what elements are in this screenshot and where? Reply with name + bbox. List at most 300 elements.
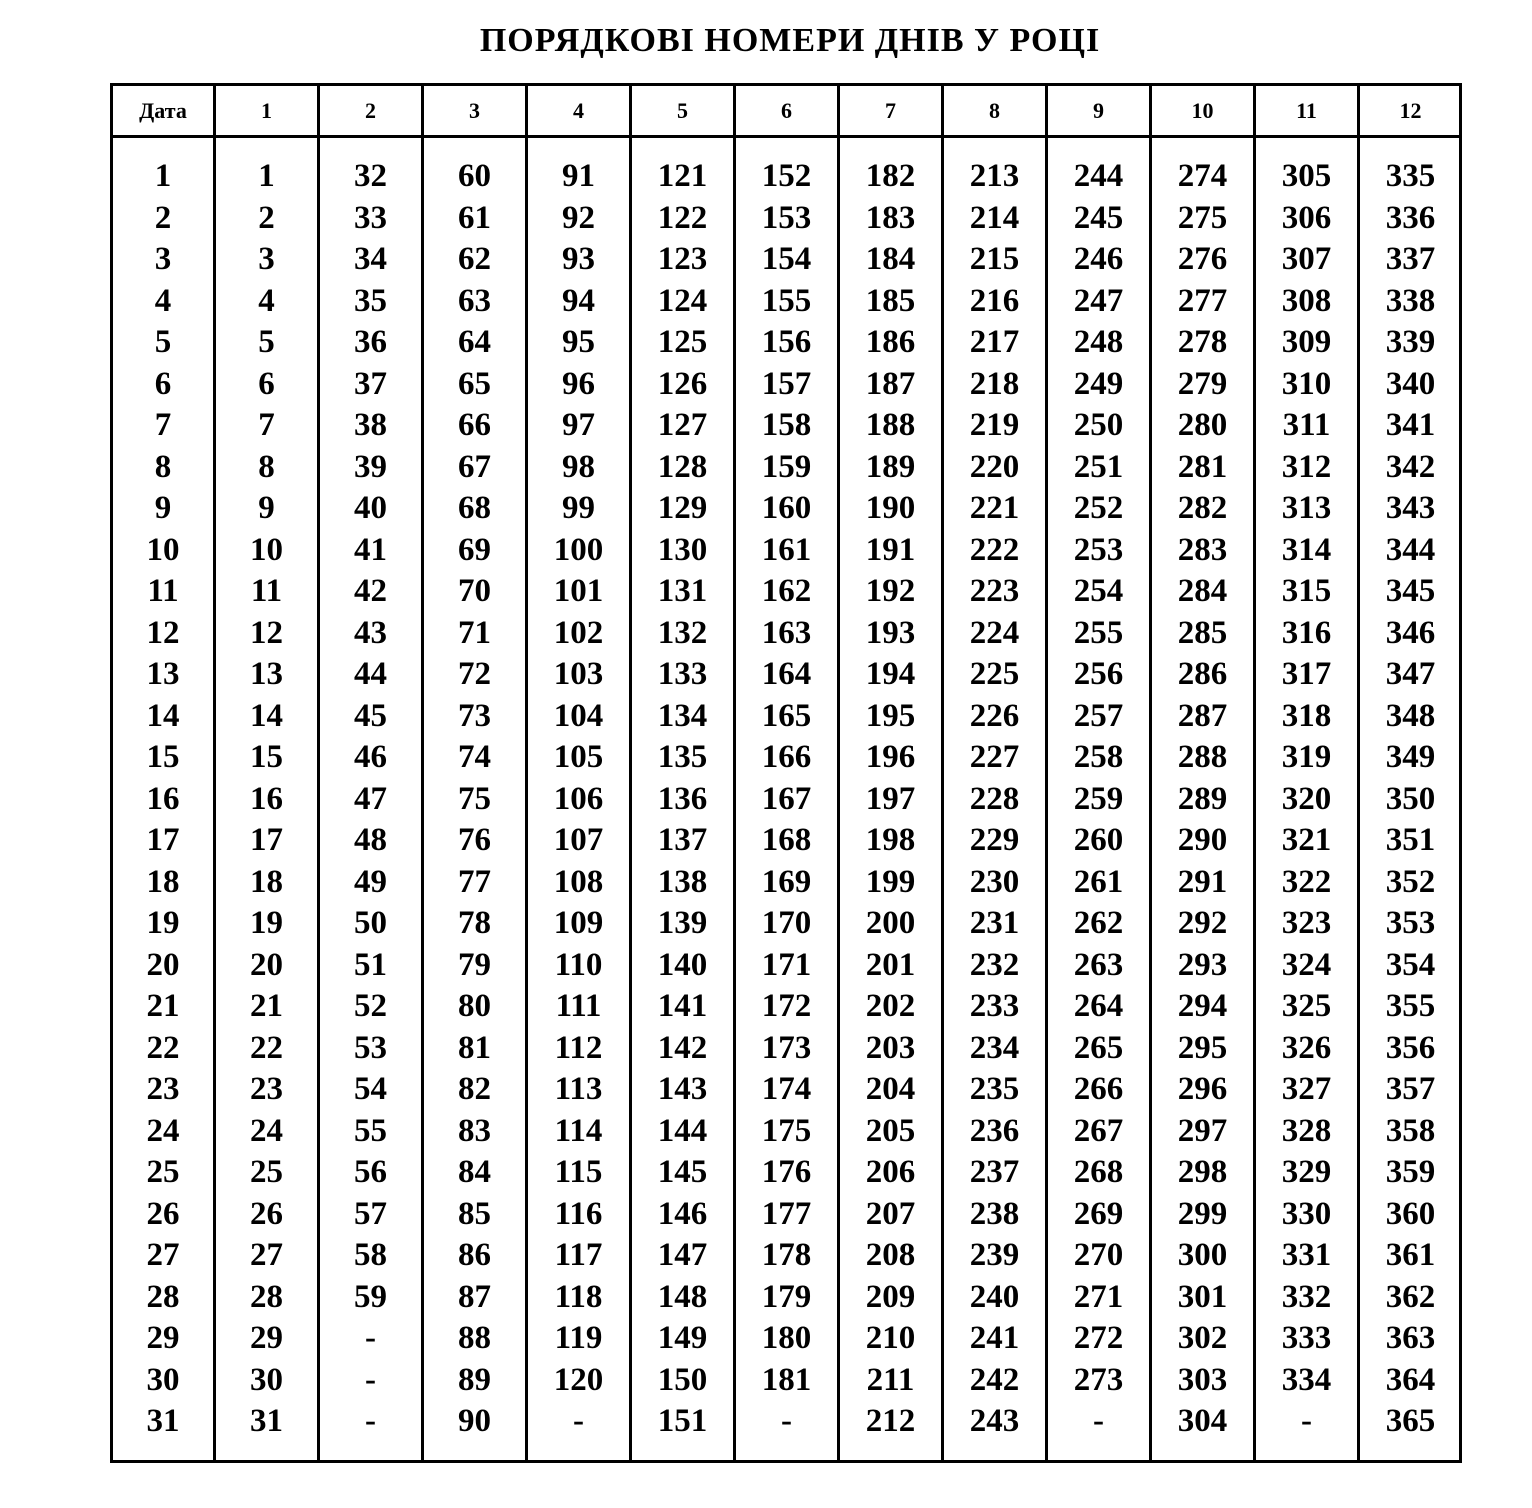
table-cell: 34 (354, 241, 387, 277)
table-cell: 219 (969, 407, 1020, 443)
table-cell: 95 (562, 324, 595, 360)
table-cell: 43 (354, 614, 387, 651)
table-cell: 31 (146, 1403, 180, 1439)
table-cell: 180 (761, 1320, 812, 1356)
table-cell: 92 (562, 199, 595, 236)
table-cell: 224 (969, 614, 1020, 651)
table-cell: 10 (146, 531, 180, 568)
table-cell: 256 (1073, 656, 1124, 692)
table-cell: 314 (1281, 531, 1332, 568)
table-cell: 162 (761, 573, 812, 609)
table-cell: 101 (553, 573, 604, 609)
table-cell: 165 (761, 697, 812, 734)
table-cell: 111 (555, 988, 602, 1024)
table-cell: 228 (969, 780, 1020, 817)
table-cell: 108 (553, 863, 604, 900)
table-cell: 17 (250, 822, 283, 858)
table-cell: 316 (1281, 614, 1332, 651)
table-cell: 61 (458, 199, 491, 236)
table-cell: 33 (354, 199, 387, 236)
table-cell: 226 (969, 697, 1020, 734)
table-cell: 209 (865, 1278, 916, 1315)
table-cell: 1 (154, 158, 172, 194)
table-cell: 160 (761, 490, 812, 526)
table-cell: 44 (354, 656, 387, 692)
table-cell: 172 (761, 988, 812, 1024)
table-cell: 279 (1177, 365, 1228, 402)
table-cell: 105 (553, 739, 604, 775)
table-cell: 81 (458, 1029, 491, 1066)
table-cell: 254 (1073, 573, 1124, 609)
table-cell: 326 (1281, 1029, 1332, 1066)
date-column (113, 138, 216, 1460)
table-cell: 353 (1385, 905, 1436, 941)
table-cell: 273 (1073, 1361, 1124, 1398)
table-cell: 213 (969, 158, 1020, 194)
table-cell: 37 (354, 365, 387, 402)
table-cell: 30 (250, 1361, 283, 1398)
table-cell: 312 (1281, 448, 1332, 485)
table-cell: 164 (761, 656, 812, 692)
table-cell: 269 (1073, 1195, 1124, 1232)
table-cell: 26 (250, 1195, 283, 1232)
table-cell: 338 (1385, 282, 1436, 319)
table-cell: 57 (354, 1195, 387, 1232)
table-cell: 112 (554, 1029, 603, 1066)
table-cell: 83 (458, 1112, 491, 1149)
table-cell: 237 (969, 1154, 1020, 1190)
table-cell: 136 (657, 780, 708, 817)
table-cell: - (1093, 1403, 1104, 1439)
table-cell: 223 (969, 573, 1020, 609)
table-cell: 296 (1177, 1071, 1228, 1107)
table-cell: 272 (1073, 1320, 1124, 1356)
day-number-table (110, 83, 1462, 1463)
header-date: Дата (113, 86, 216, 135)
table-cell: 66 (458, 407, 491, 443)
table-cell: 231 (969, 905, 1020, 941)
table-cell: 301 (1177, 1278, 1228, 1315)
table-cell: 150 (657, 1361, 708, 1398)
table-cell: 137 (657, 822, 708, 858)
table-cell: 15 (146, 739, 180, 775)
table-cell: 199 (865, 863, 916, 900)
header-month-5: 5 (632, 86, 736, 135)
table-cell: 19 (250, 905, 283, 941)
table-cell: 325 (1281, 988, 1332, 1024)
table-cell: 16 (250, 780, 283, 817)
table-cell: 29 (146, 1320, 180, 1356)
table-cell: 258 (1073, 739, 1124, 775)
table-cell: 4 (154, 282, 172, 319)
table-cell: 64 (458, 324, 491, 360)
table-cell: 293 (1177, 946, 1228, 983)
table-cell: 70 (458, 573, 491, 609)
table-cell: 157 (761, 365, 812, 402)
table-cell: 29 (250, 1320, 283, 1356)
table-cell: 121 (657, 158, 708, 194)
table-cell: 200 (865, 905, 916, 941)
table-cell: 46 (354, 739, 387, 775)
month-column-9 (1048, 138, 1152, 1460)
table-cell: 357 (1385, 1071, 1436, 1107)
table-cell: 166 (761, 739, 812, 775)
table-cell: 49 (354, 863, 387, 900)
month-column-12 (1360, 138, 1461, 1460)
table-cell: 5 (154, 324, 172, 360)
table-cell: 50 (354, 905, 387, 941)
table-cell: 25 (146, 1154, 180, 1190)
table-cell: 290 (1177, 822, 1228, 858)
table-cell: 30 (146, 1361, 180, 1398)
month-column-6 (736, 138, 840, 1460)
table-cell: 305 (1281, 158, 1332, 194)
table-cell: 123 (657, 241, 708, 277)
table-cell: 22 (146, 1029, 180, 1066)
table-cell: 275 (1177, 199, 1228, 236)
table-cell: 18 (146, 863, 180, 900)
table-cell: 39 (354, 448, 387, 485)
table-cell: - (365, 1361, 376, 1398)
table-cell: 152 (761, 158, 812, 194)
header-month-9: 9 (1048, 86, 1152, 135)
table-cell: 23 (250, 1071, 283, 1107)
table-cell: 2 (154, 199, 172, 236)
table-cell: 302 (1177, 1320, 1228, 1356)
table-cell: 103 (553, 656, 604, 692)
table-cell: 8 (154, 448, 172, 485)
table-cell: 182 (865, 158, 916, 194)
table-cell: 69 (458, 531, 491, 568)
table-cell: 62 (458, 241, 491, 277)
table-cell: 7 (154, 407, 172, 443)
table-cell: 3 (154, 241, 172, 277)
table-cell: 201 (865, 946, 916, 983)
table-cell: 322 (1281, 863, 1332, 900)
header-month-1: 1 (216, 86, 320, 135)
month-column-2 (320, 138, 424, 1460)
table-cell: 299 (1177, 1195, 1228, 1232)
table-cell: 97 (562, 407, 595, 443)
table-cell: 56 (354, 1154, 387, 1190)
table-cell: 42 (354, 573, 387, 609)
table-cell: 3 (258, 241, 275, 277)
table-cell: 359 (1385, 1154, 1436, 1190)
table-cell: 351 (1385, 822, 1436, 858)
table-cell: 171 (761, 946, 812, 983)
table-cell: 235 (969, 1071, 1020, 1107)
table-cell: 4 (258, 282, 275, 319)
table-cell: 28 (146, 1278, 180, 1315)
table-cell: 7 (258, 407, 275, 443)
table-cell: 267 (1073, 1112, 1124, 1149)
table-cell: 134 (657, 697, 708, 734)
table-cell: 9 (154, 490, 172, 526)
table-cell: 85 (458, 1195, 491, 1232)
table-cell: 193 (865, 614, 916, 651)
table-cell: 365 (1385, 1403, 1436, 1439)
table-cell: 221 (969, 490, 1020, 526)
table-cell: 9 (258, 490, 275, 526)
table-cell: 321 (1281, 822, 1332, 858)
table-cell: 87 (458, 1278, 491, 1315)
table-cell: 308 (1281, 282, 1332, 319)
table-cell: 161 (761, 531, 812, 568)
table-cell: 243 (969, 1403, 1020, 1439)
table-cell: 126 (657, 365, 708, 402)
table-cell: 239 (969, 1237, 1020, 1273)
header-month-4: 4 (528, 86, 632, 135)
table-cell: 146 (657, 1195, 708, 1232)
table-cell: 197 (865, 780, 916, 817)
table-cell: 230 (969, 863, 1020, 900)
table-cell: 218 (969, 365, 1020, 402)
table-cell: 294 (1177, 988, 1228, 1024)
table-cell: 20 (250, 946, 283, 983)
table-cell: 20 (146, 946, 180, 983)
header-month-8: 8 (944, 86, 1048, 135)
table-cell: 283 (1177, 531, 1228, 568)
table-cell: 99 (562, 490, 595, 526)
table-cell: 247 (1073, 282, 1124, 319)
table-cell: 340 (1385, 365, 1436, 402)
table-cell: 261 (1073, 863, 1124, 900)
table-cell: 276 (1177, 241, 1228, 277)
table-cell: 168 (761, 822, 812, 858)
table-cell: 10 (250, 531, 283, 568)
table-cell: 278 (1177, 324, 1228, 360)
table-cell: 24 (250, 1112, 283, 1149)
table-cell: 24 (146, 1112, 180, 1149)
table-cell: 313 (1281, 490, 1332, 526)
table-cell: 6 (154, 365, 172, 402)
table-cell: 280 (1177, 407, 1228, 443)
table-cell: 348 (1385, 697, 1436, 734)
table-cell: 102 (553, 614, 604, 651)
table-cell: 104 (553, 697, 604, 734)
table-cell: 190 (865, 490, 916, 526)
table-cell: 91 (562, 158, 595, 194)
table-cell: 109 (553, 905, 604, 941)
table-cell: 170 (761, 905, 812, 941)
table-cell: 242 (969, 1361, 1020, 1398)
table-cell: 202 (865, 988, 916, 1024)
table-cell: 337 (1385, 241, 1436, 277)
table-cell: 236 (969, 1112, 1020, 1149)
table-cell: 129 (657, 490, 708, 526)
table-cell: 204 (865, 1071, 916, 1107)
table-cell: 27 (146, 1237, 180, 1273)
table-cell: 271 (1073, 1278, 1124, 1315)
table-cell: 120 (553, 1361, 604, 1398)
table-cell: 234 (969, 1029, 1020, 1066)
table-cell: 98 (562, 448, 595, 485)
table-cell: 41 (354, 531, 387, 568)
table-cell: - (573, 1403, 584, 1439)
table-cell: 184 (865, 241, 916, 277)
table-cell: 217 (969, 324, 1020, 360)
table-cell: 282 (1177, 490, 1228, 526)
table-cell: 208 (865, 1237, 916, 1273)
table-cell: 17 (146, 822, 180, 858)
table-cell: 175 (761, 1112, 812, 1149)
table-cell: 361 (1385, 1237, 1436, 1273)
table-cell: 270 (1073, 1237, 1124, 1273)
table-cell: 107 (553, 822, 604, 858)
table-cell: 45 (354, 697, 387, 734)
table-cell: 65 (458, 365, 491, 402)
table-cell: 307 (1281, 241, 1332, 277)
table-cell: 266 (1073, 1071, 1124, 1107)
table-cell: 159 (761, 448, 812, 485)
table-cell: 249 (1073, 365, 1124, 402)
table-cell: 82 (458, 1071, 491, 1107)
table-cell: 177 (761, 1195, 812, 1232)
table-cell: 26 (146, 1195, 180, 1232)
table-cell: 52 (354, 988, 387, 1024)
table-cell: 74 (458, 739, 491, 775)
table-header-row (113, 86, 1459, 138)
table-cell: 6 (258, 365, 275, 402)
table-cell: 13 (146, 656, 180, 692)
table-cell: 158 (761, 407, 812, 443)
table-cell: 117 (554, 1237, 603, 1273)
table-cell: 93 (562, 241, 595, 277)
table-cell: 285 (1177, 614, 1228, 651)
table-cell: 131 (657, 573, 708, 609)
table-cell: 58 (354, 1237, 387, 1273)
table-cell: 18 (250, 863, 283, 900)
table-cell: 89 (458, 1361, 491, 1398)
table-cell: 262 (1073, 905, 1124, 941)
table-cell: 153 (761, 199, 812, 236)
table-cell: 48 (354, 822, 387, 858)
table-cell: 80 (458, 988, 491, 1024)
table-cell: 255 (1073, 614, 1124, 651)
table-cell: 96 (562, 365, 595, 402)
table-cell: 318 (1281, 697, 1332, 734)
table-cell: 125 (657, 324, 708, 360)
table-cell: 32 (354, 158, 387, 194)
table-cell: 274 (1177, 158, 1228, 194)
table-cell: 320 (1281, 780, 1332, 817)
table-cell: 330 (1281, 1195, 1332, 1232)
table-cell: 238 (969, 1195, 1020, 1232)
table-cell: 251 (1073, 448, 1124, 485)
table-cell: 195 (865, 697, 916, 734)
table-cell: 309 (1281, 324, 1332, 360)
table-cell: 73 (458, 697, 491, 734)
table-cell: 23 (146, 1071, 180, 1107)
table-cell: 245 (1073, 199, 1124, 236)
table-cell: 277 (1177, 282, 1228, 319)
table-cell: 198 (865, 822, 916, 858)
table-cell: 36 (354, 324, 387, 360)
table-cell: 257 (1073, 697, 1124, 734)
table-cell: 363 (1385, 1320, 1436, 1356)
table-cell: 333 (1281, 1320, 1332, 1356)
table-cell: 311 (1282, 407, 1331, 443)
table-cell: 118 (554, 1278, 603, 1315)
table-cell: 53 (354, 1029, 387, 1066)
table-cell: 78 (458, 905, 491, 941)
table-cell: 323 (1281, 905, 1332, 941)
table-cell: 60 (458, 158, 491, 194)
table-cell: 295 (1177, 1029, 1228, 1066)
table-cell: 222 (969, 531, 1020, 568)
table-cell: 185 (865, 282, 916, 319)
table-cell: 188 (865, 407, 916, 443)
table-cell: 14 (250, 697, 283, 734)
month-column-8 (944, 138, 1048, 1460)
page-title: ПОРЯДКОВІ НОМЕРИ ДНІВ У РОЦІ (479, 22, 1101, 59)
table-cell: 88 (458, 1320, 491, 1356)
table-cell: 142 (657, 1029, 708, 1066)
table-cell: 342 (1385, 448, 1436, 485)
table-cell: 244 (1073, 158, 1124, 194)
table-cell: 71 (458, 614, 491, 651)
table-cell: 225 (969, 656, 1020, 692)
table-cell: 12 (146, 614, 180, 651)
table-cell: 284 (1177, 573, 1228, 609)
table-cell: 240 (969, 1278, 1020, 1315)
table-cell: 163 (761, 614, 812, 651)
header-month-2: 2 (320, 86, 424, 135)
table-cell: 77 (458, 863, 491, 900)
table-cell: 14 (146, 697, 180, 734)
table-cell: 263 (1073, 946, 1124, 983)
table-cell: 132 (657, 614, 708, 651)
table-cell: 241 (969, 1320, 1020, 1356)
table-cell: 352 (1385, 863, 1436, 900)
table-cell: 319 (1281, 739, 1332, 775)
table-cell: 324 (1281, 946, 1332, 983)
table-cell: 186 (865, 324, 916, 360)
table-cell: 253 (1073, 531, 1124, 568)
table-cell: 119 (554, 1320, 603, 1356)
table-cell: 21 (146, 988, 180, 1024)
table-cell: 292 (1177, 905, 1228, 941)
table-cell: 289 (1177, 780, 1228, 817)
table-cell: 264 (1073, 988, 1124, 1024)
table-cell: 227 (969, 739, 1020, 775)
table-cell: 138 (657, 863, 708, 900)
table-cell: 329 (1281, 1154, 1332, 1190)
table-cell: 149 (657, 1320, 708, 1356)
table-cell: 63 (458, 282, 491, 319)
month-column-5 (632, 138, 736, 1460)
table-cell: 298 (1177, 1154, 1228, 1190)
table-cell: 232 (969, 946, 1020, 983)
table-cell: 354 (1385, 946, 1436, 983)
table-cell: 11 (250, 573, 283, 609)
table-cell: 143 (657, 1071, 708, 1107)
table-cell: 133 (657, 656, 708, 692)
table-cell: 19 (146, 905, 180, 941)
table-cell: - (365, 1320, 376, 1356)
table-cell: 68 (458, 490, 491, 526)
table-cell: 191 (865, 531, 916, 568)
table-cell: 345 (1385, 573, 1436, 609)
table-cell: 327 (1281, 1071, 1332, 1107)
table-cell: 360 (1385, 1195, 1436, 1232)
month-column-1 (216, 138, 320, 1460)
table-cell: 155 (761, 282, 812, 319)
table-cell: 210 (865, 1320, 916, 1356)
table-cell: 1 (258, 158, 275, 194)
table-cell: 304 (1177, 1403, 1228, 1439)
table-cell: 179 (761, 1278, 812, 1315)
